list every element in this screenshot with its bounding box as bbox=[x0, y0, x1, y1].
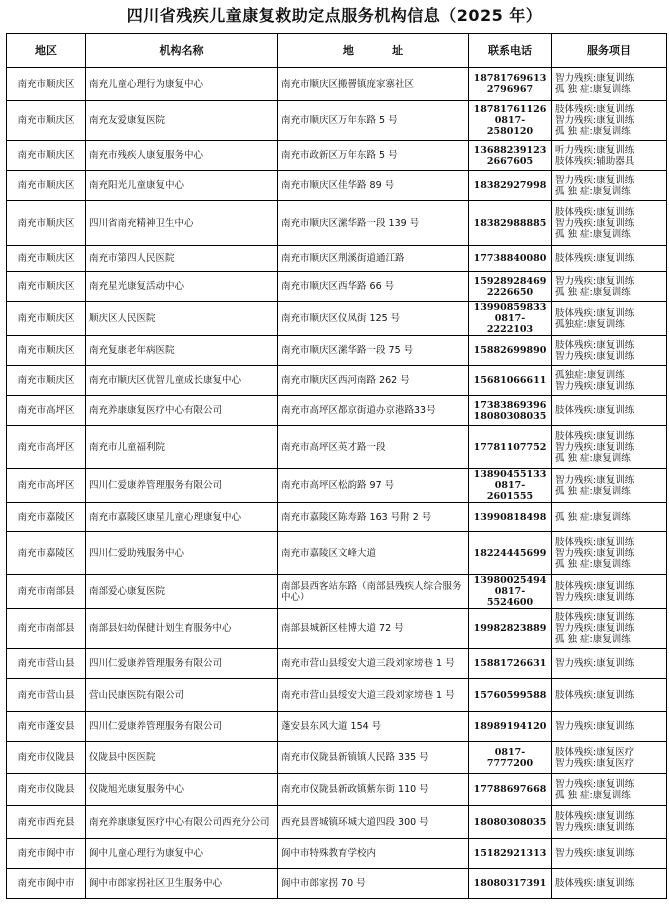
service-cell-line: 智力残疾:康复训练 bbox=[555, 174, 635, 186]
institution-name-cell: 顺庆区人民医院 bbox=[86, 302, 278, 336]
phone-cell bbox=[469, 246, 552, 272]
institution-name-cell: 南充养康康复医疗中心有限公司 bbox=[86, 396, 278, 426]
service-cell-line: 孤 独 症:康复训练 bbox=[555, 485, 631, 497]
service-cell-line: 智力残疾:康复训练 bbox=[555, 822, 635, 833]
service-cell bbox=[552, 366, 667, 396]
phone-cell-line: 19982823889 bbox=[473, 623, 547, 634]
service-cell-line: 肢体残疾:康复训练 bbox=[555, 580, 635, 592]
table-row bbox=[7, 532, 667, 575]
institution-name-cell: 四川仁爱康养管理服务有限公司 bbox=[86, 712, 278, 742]
service-cell bbox=[552, 246, 667, 272]
phone-cell-line: 0817-5524600 bbox=[486, 586, 534, 608]
phone-cell-line: 0817-2222103 bbox=[486, 313, 534, 335]
region-cell: 南充市仪陇县 bbox=[7, 774, 86, 806]
phone-cell-line: 18080317391 bbox=[473, 878, 547, 889]
service-cell bbox=[552, 101, 667, 141]
phone-cell bbox=[469, 742, 552, 774]
table-row bbox=[7, 272, 667, 302]
service-cell bbox=[552, 469, 667, 503]
service-cell bbox=[552, 201, 667, 246]
address-cell: 南充市顺庆区潆华路一段 139 号 bbox=[278, 201, 469, 246]
service-cell-line: 智力残疾:康复训练 bbox=[555, 547, 635, 559]
region-cell: 南充市顺庆区 bbox=[7, 68, 86, 101]
service-cell-line: 肢体残疾:辅助器具 bbox=[555, 155, 635, 167]
service-cell-line: 智力残疾:康复训练 bbox=[555, 441, 635, 453]
service-cell bbox=[552, 141, 667, 171]
institution-name-cell: 四川仁爱康养管理服务有限公司 bbox=[86, 469, 278, 503]
service-cell bbox=[552, 806, 667, 839]
table-header-row bbox=[7, 34, 667, 68]
institution-name-cell: 南部爱心康复医院 bbox=[86, 575, 278, 609]
service-cell-line: 孤 独 症:康复训练 bbox=[555, 84, 631, 95]
service-cell-line: 肢体残疾:康复训练 bbox=[555, 307, 635, 319]
table-row bbox=[7, 712, 667, 742]
address-cell: 南充市政新区万年东路 5 号 bbox=[278, 141, 469, 171]
service-cell-line: 肢体残疾:康复训练 bbox=[555, 811, 635, 822]
phone-cell bbox=[469, 869, 552, 899]
region-cell: 南充市阆中市 bbox=[7, 839, 86, 869]
address-cell: 南充市营山县绥安大道三段刘家塝巷 1 号 bbox=[278, 649, 469, 679]
region-cell: 南充市顺庆区 bbox=[7, 101, 86, 141]
phone-cell-line: 0817-7777200 bbox=[486, 746, 534, 769]
phone-cell bbox=[469, 141, 552, 171]
address-cell: 南充市顺庆区潆华路一段 75 号 bbox=[278, 336, 469, 366]
service-cell bbox=[552, 869, 667, 899]
phone-cell-line: 18224445699 bbox=[473, 547, 547, 559]
address-cell: 南充市顺庆区搬罾镇庞家寨社区 bbox=[278, 68, 469, 101]
table-body bbox=[7, 68, 667, 899]
service-cell-line: 孤 独 症:康复训练 bbox=[555, 286, 631, 298]
service-cell-line: 智力残疾:康复训练 bbox=[555, 474, 635, 486]
address-cell: 南充市顺庆区西华路 66 号 bbox=[278, 272, 469, 302]
region-cell: 南充市顺庆区 bbox=[7, 272, 86, 302]
service-cell-line: 肢体残疾:康复训练 bbox=[555, 339, 635, 351]
region-cell: 南充市仪陇县 bbox=[7, 742, 86, 774]
institution-name-cell: 营山民康医院有限公司 bbox=[86, 679, 278, 712]
phone-cell-line: 17781107752 bbox=[473, 441, 547, 453]
phone-cell bbox=[469, 336, 552, 366]
phone-cell-line: 15882699890 bbox=[473, 345, 547, 356]
institution-name-cell: 南充阳光儿童康复中心 bbox=[86, 171, 278, 201]
table-row bbox=[7, 426, 667, 469]
service-cell-line: 孤独症:康复训练 bbox=[555, 318, 625, 330]
region-cell: 南充市顺庆区 bbox=[7, 171, 86, 201]
service-cell-line: 孤 独 症:康复训练 bbox=[555, 634, 631, 645]
phone-cell bbox=[469, 532, 552, 575]
table-row bbox=[7, 503, 667, 532]
region-cell: 南充市顺庆区 bbox=[7, 201, 86, 246]
table-row bbox=[7, 101, 667, 141]
service-cell-line: 智力残疾:康复训练 bbox=[555, 350, 635, 362]
table-row bbox=[7, 336, 667, 366]
table-row bbox=[7, 68, 667, 101]
service-cell-line: 肢体残疾:康复训练 bbox=[555, 206, 635, 218]
table-row bbox=[7, 469, 667, 503]
phone-cell-line: 2667605 bbox=[486, 155, 534, 167]
address-cell: 蓬安县东风大道 154 号 bbox=[278, 712, 469, 742]
phone-cell-line: 2226650 bbox=[486, 286, 534, 298]
service-cell-line: 智力残疾:康复训练 bbox=[555, 658, 635, 669]
service-cell-line: 智力残疾:康复训练 bbox=[555, 721, 635, 732]
phone-cell bbox=[469, 366, 552, 396]
table-row bbox=[7, 201, 667, 246]
address-cell: 南充市嘉陵区文峰大道 bbox=[278, 532, 469, 575]
service-cell-line: 智力残疾:康复训练 bbox=[555, 848, 635, 859]
service-cell-line: 肢体残疾:康复训练 bbox=[555, 253, 635, 264]
table-row bbox=[7, 649, 667, 679]
phone-cell-line: 17788697668 bbox=[473, 784, 547, 795]
institution-name-cell: 南充养康康复医疗中心有限公司西充分公司 bbox=[86, 806, 278, 839]
address-cell: 南充市高坪区松韵路 97 号 bbox=[278, 469, 469, 503]
header-name: 机构名称 bbox=[86, 34, 278, 68]
service-cell bbox=[552, 302, 667, 336]
institution-name-cell: 南充市儿童福利院 bbox=[86, 426, 278, 469]
phone-cell-line: 15182921313 bbox=[473, 848, 547, 859]
table-row bbox=[7, 396, 667, 426]
service-cell-line: 智力残疾:康复训练 bbox=[555, 73, 635, 84]
phone-cell-line: 13688239123 bbox=[473, 144, 547, 156]
institution-name-cell: 南充市第四人民医院 bbox=[86, 246, 278, 272]
table-row bbox=[7, 575, 667, 609]
institution-table bbox=[6, 33, 667, 899]
table-row bbox=[7, 869, 667, 899]
address-cell: 南部县城新区桂博大道 72 号 bbox=[278, 609, 469, 649]
address-cell: 南充市顺庆区荆溪街道通江路 bbox=[278, 246, 469, 272]
phone-cell bbox=[469, 806, 552, 839]
phone-cell-line: 18382988885 bbox=[473, 217, 547, 229]
service-cell-line: 孤 独 症:康复训练 bbox=[555, 511, 631, 523]
table-row bbox=[7, 609, 667, 649]
service-cell bbox=[552, 426, 667, 469]
service-cell bbox=[552, 68, 667, 101]
institution-name-cell: 南充友爱康复医院 bbox=[86, 101, 278, 141]
region-cell: 南充市嘉陵区 bbox=[7, 503, 86, 532]
phone-cell-line: 18080308035 bbox=[473, 816, 547, 828]
address-cell: 南充市顺庆区仪凤街 125 号 bbox=[278, 302, 469, 336]
address-cell: 阆中市郎家拐 70 号 bbox=[278, 869, 469, 899]
institution-name-cell: 阆中市郎家拐社区卫生服务中心 bbox=[86, 869, 278, 899]
institution-name-cell: 仪陇县中医医院 bbox=[86, 742, 278, 774]
institution-name-cell: 仪陇旭光康复服务中心 bbox=[86, 774, 278, 806]
region-cell: 南充市高坪区 bbox=[7, 469, 86, 503]
phone-cell bbox=[469, 679, 552, 712]
phone-cell-line: 0817-2580120 bbox=[486, 115, 534, 137]
service-cell-line: 智力残疾:康复训练 bbox=[555, 778, 635, 790]
table-row bbox=[7, 679, 667, 712]
phone-cell-line: 0817-2601555 bbox=[486, 480, 534, 502]
table-row bbox=[7, 742, 667, 774]
service-cell-line: 肢体残疾:康复医疗 bbox=[555, 746, 635, 758]
region-cell: 南充市顺庆区 bbox=[7, 302, 86, 336]
phone-cell bbox=[469, 712, 552, 742]
service-cell-line: 孤 独 症:康复训练 bbox=[555, 452, 631, 464]
institution-name-cell: 南充市残疾人康复服务中心 bbox=[86, 141, 278, 171]
service-cell bbox=[552, 503, 667, 532]
table-row bbox=[7, 774, 667, 806]
address-cell: 南充市营山县绥安大道三段刘家塝巷 1 号 bbox=[278, 679, 469, 712]
service-cell-line: 肢体残疾:康复训练 bbox=[555, 104, 635, 115]
phone-cell-line: 13890455133 bbox=[473, 469, 547, 480]
region-cell: 南充市高坪区 bbox=[7, 426, 86, 469]
region-cell: 南充市顺庆区 bbox=[7, 366, 86, 396]
phone-cell bbox=[469, 426, 552, 469]
address-cell: 西充县晋城镇环城大道四段 300 号 bbox=[278, 806, 469, 839]
service-cell-line: 智力残疾:康复训练 bbox=[555, 591, 635, 603]
region-cell: 南充市营山县 bbox=[7, 679, 86, 712]
phone-cell bbox=[469, 201, 552, 246]
service-cell-line: 孤 独 症:康复训练 bbox=[555, 185, 631, 197]
phone-cell bbox=[469, 609, 552, 649]
region-cell: 南充市顺庆区 bbox=[7, 246, 86, 272]
phone-cell bbox=[469, 302, 552, 336]
phone-cell-line: 13990818498 bbox=[473, 511, 547, 523]
institution-name-cell: 南充市顺庆区优智儿童成长康复中心 bbox=[86, 366, 278, 396]
phone-cell bbox=[469, 68, 552, 101]
service-cell-line: 孤 独 症:康复训练 bbox=[555, 789, 631, 801]
institution-name-cell: 南部县妇幼保健计划生育服务中心 bbox=[86, 609, 278, 649]
service-cell-line: 肢体残疾:康复训练 bbox=[555, 430, 635, 442]
service-cell-line: 肢体残疾:康复训练 bbox=[555, 689, 635, 701]
address-cell: 南部县西客站东路（南部县残疾人综合服务中心） bbox=[278, 575, 469, 609]
table-row bbox=[7, 839, 667, 869]
service-cell-line: 听力残疾:康复训练 bbox=[555, 144, 635, 156]
region-cell: 南充市西充县 bbox=[7, 806, 86, 839]
region-cell: 南充市南部县 bbox=[7, 575, 86, 609]
service-cell-line: 智力残疾:康复训练 bbox=[555, 115, 635, 126]
service-cell bbox=[552, 272, 667, 302]
service-cell bbox=[552, 712, 667, 742]
phone-cell-line: 15881726631 bbox=[473, 658, 547, 669]
service-cell-line: 孤 独 症:康复训练 bbox=[555, 126, 631, 137]
institution-name-cell: 南充星光康复活动中心 bbox=[86, 272, 278, 302]
region-cell: 南充市营山县 bbox=[7, 649, 86, 679]
address-cell: 南充市顺庆区西河南路 262 号 bbox=[278, 366, 469, 396]
header-region: 地区 bbox=[7, 34, 86, 68]
phone-cell bbox=[469, 101, 552, 141]
address-cell: 南充市嘉陵区陈寿路 163 号附 2 号 bbox=[278, 503, 469, 532]
phone-cell-line: 15928928469 bbox=[473, 275, 547, 287]
address-cell: 南充市顺庆区佳华路 89 号 bbox=[278, 171, 469, 201]
phone-cell bbox=[469, 469, 552, 503]
service-cell bbox=[552, 649, 667, 679]
address-cell: 阆中市特殊教育学校内 bbox=[278, 839, 469, 869]
address-cell: 南充市仪陇县新政镇紫东街 110 号 bbox=[278, 774, 469, 806]
table-row bbox=[7, 171, 667, 201]
service-cell bbox=[552, 171, 667, 201]
service-cell-line: 肢体残疾:康复训练 bbox=[555, 878, 635, 889]
table-row bbox=[7, 141, 667, 171]
service-cell-line: 孤独症:康复训练 bbox=[555, 369, 625, 381]
phone-cell-line: 2796967 bbox=[486, 84, 534, 95]
phone-cell-line: 18989194120 bbox=[473, 721, 547, 732]
service-cell-line: 孤 独 症:康复训练 bbox=[555, 558, 631, 570]
phone-cell bbox=[469, 171, 552, 201]
table-row bbox=[7, 806, 667, 839]
service-cell-line: 智力残疾:康复医疗 bbox=[555, 757, 635, 769]
phone-cell bbox=[469, 649, 552, 679]
phone-cell bbox=[469, 839, 552, 869]
service-cell-line: 肢体残疾:康复训练 bbox=[555, 536, 635, 548]
institution-name-cell: 四川仁爱助残服务中心 bbox=[86, 532, 278, 575]
phone-cell-line: 18080308035 bbox=[473, 410, 547, 422]
service-cell bbox=[552, 532, 667, 575]
service-cell bbox=[552, 839, 667, 869]
phone-cell-line: 15681066611 bbox=[473, 375, 547, 386]
service-cell bbox=[552, 609, 667, 649]
address-cell: 南充市仪陇县新镇镇人民路 335 号 bbox=[278, 742, 469, 774]
service-cell bbox=[552, 742, 667, 774]
phone-cell bbox=[469, 272, 552, 302]
region-cell: 南充市嘉陵区 bbox=[7, 532, 86, 575]
service-cell-line: 智力残疾:康复训练 bbox=[555, 217, 635, 229]
address-cell: 南充市高坪区都京街道办京港路33号 bbox=[278, 396, 469, 426]
phone-cell-line: 18382927998 bbox=[473, 180, 547, 191]
institution-name-cell: 南充市嘉陵区康星儿童心理康复中心 bbox=[86, 503, 278, 532]
phone-cell bbox=[469, 503, 552, 532]
header-address: 地 址 bbox=[278, 34, 469, 68]
service-cell-line: 肢体残疾:康复训练 bbox=[555, 405, 635, 416]
address-cell: 南充市高坪区英才路一段 bbox=[278, 426, 469, 469]
region-cell: 南充市高坪区 bbox=[7, 396, 86, 426]
region-cell: 南充市南部县 bbox=[7, 609, 86, 649]
region-cell: 南充市蓬安县 bbox=[7, 712, 86, 742]
document-title: 四川省残疾儿童康复救助定点服务机构信息（2025 年） bbox=[126, 6, 543, 25]
phone-cell bbox=[469, 774, 552, 806]
phone-cell-line: 15760599588 bbox=[473, 689, 547, 701]
service-cell bbox=[552, 575, 667, 609]
service-cell-line: 孤 独 症:康复训练 bbox=[555, 228, 631, 240]
service-cell-line: 智力残疾:康复训练 bbox=[555, 380, 635, 392]
service-cell bbox=[552, 679, 667, 712]
phone-cell bbox=[469, 575, 552, 609]
service-cell-line: 智力残疾:康复训练 bbox=[555, 623, 635, 634]
region-cell: 南充市阆中市 bbox=[7, 869, 86, 899]
phone-cell-line: 18781761126 bbox=[473, 104, 547, 115]
institution-name-cell: 南充儿童心理行为康复中心 bbox=[86, 68, 278, 101]
region-cell: 南充市顺庆区 bbox=[7, 141, 86, 171]
service-cell bbox=[552, 396, 667, 426]
table-row bbox=[7, 366, 667, 396]
region-cell: 南充市顺庆区 bbox=[7, 336, 86, 366]
address-cell: 南充市顺庆区万年东路 5 号 bbox=[278, 101, 469, 141]
institution-name-cell: 阆中儿童心理行为康复中心 bbox=[86, 839, 278, 869]
phone-cell bbox=[469, 396, 552, 426]
phone-cell-line: 18781769613 bbox=[473, 73, 547, 84]
header-phone: 联系电话 bbox=[469, 34, 552, 68]
service-cell-line: 智力残疾:康复训练 bbox=[555, 275, 635, 287]
institution-name-cell: 四川省南充精神卫生中心 bbox=[86, 201, 278, 246]
phone-cell-line: 13990859833 bbox=[473, 302, 547, 313]
phone-cell-line: 17738840080 bbox=[473, 253, 547, 264]
institution-name-cell: 南充复康老年病医院 bbox=[86, 336, 278, 366]
table-row bbox=[7, 302, 667, 336]
service-cell bbox=[552, 774, 667, 806]
phone-cell-line: 17383869396 bbox=[473, 399, 547, 411]
phone-cell-line: 13980025494 bbox=[473, 575, 547, 586]
table-row bbox=[7, 246, 667, 272]
service-cell-line: 肢体残疾:康复训练 bbox=[555, 612, 635, 623]
header-service: 服务项目 bbox=[552, 34, 667, 68]
service-cell bbox=[552, 336, 667, 366]
institution-name-cell: 四川仁爱康养管理服务有限公司 bbox=[86, 649, 278, 679]
